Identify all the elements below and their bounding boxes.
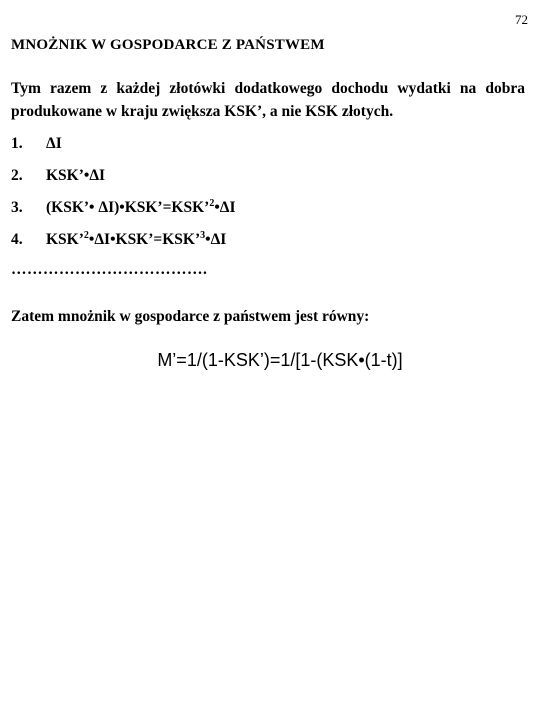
step-number: 4. <box>11 231 23 248</box>
step-number: 3. <box>11 199 23 216</box>
step-expression-middle: •ΔI•KSK’=KSK’ <box>88 231 201 248</box>
exponent: 3 <box>200 230 206 241</box>
step-2 <box>11 167 105 185</box>
intro-paragraph: Tym razem z każdej złotówki dodatkowego dochodu wydatki na dobra produkowane w kraju zwiększa KSK’, a nie KSK złotych. <box>11 80 525 120</box>
step-3 <box>11 199 236 217</box>
step-4 <box>11 231 226 249</box>
step-expression: KSK’ <box>46 231 84 248</box>
step-expression-tail: •ΔI <box>205 231 227 248</box>
step-expression: (KSK’• ΔI)•KSK’=KSK’ <box>46 199 210 216</box>
continuation-dots: ………………………………. <box>11 261 208 278</box>
step-expression: ΔI <box>46 135 62 152</box>
exponent: 2 <box>209 198 215 209</box>
step-1 <box>11 135 62 153</box>
conclusion-text: Zatem mnożnik w gospodarce z państwem jest równy: <box>11 308 370 325</box>
step-number: 1. <box>11 135 23 152</box>
multiplier-formula: M’=1/(1-KSK’)=1/[1-(KSK•(1-t)] <box>157 350 403 370</box>
step-expression-tail: •ΔI <box>214 199 236 216</box>
page-number: 72 <box>515 12 528 27</box>
section-title: MNOŻNIK W GOSPODARCE Z PAŃSTWEM <box>11 37 325 53</box>
exponent: 2 <box>83 230 89 241</box>
step-expression: KSK’•ΔI <box>46 167 106 184</box>
step-number: 2. <box>11 167 23 184</box>
